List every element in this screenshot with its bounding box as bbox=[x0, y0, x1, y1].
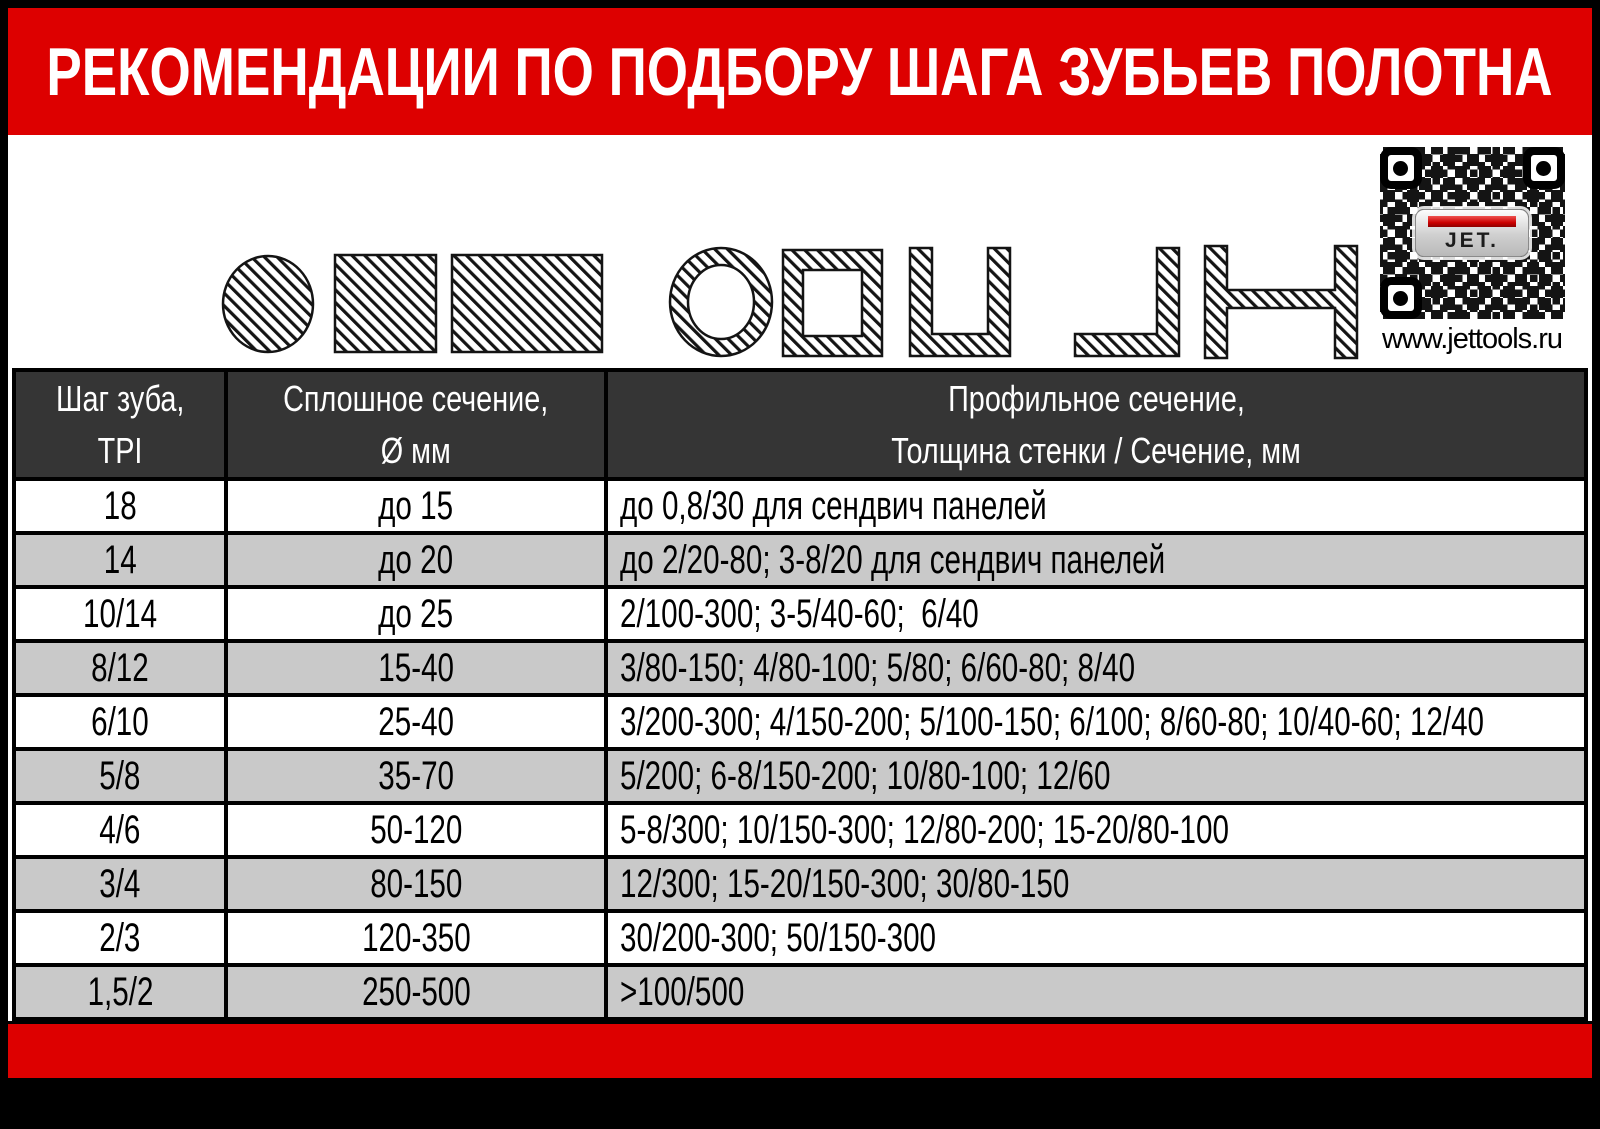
col-header-tpi bbox=[14, 370, 226, 479]
col-header-tpi-line1: Шаг зуба, bbox=[55, 378, 185, 420]
h-beam-icon bbox=[1205, 246, 1357, 358]
table-row bbox=[14, 857, 1586, 911]
cell-tpi bbox=[14, 911, 226, 965]
cell-profile-section-text: 12/300; 15-20/150-300; 30/80-150 bbox=[620, 861, 1070, 906]
cell-solid-section-text: 80-150 bbox=[369, 861, 463, 906]
table-row bbox=[14, 803, 1586, 857]
cell-profile-section-text: 3/80-150; 4/80-100; 5/80; 6/60-80; 8/40 bbox=[620, 645, 1136, 690]
solid-rectangle-bar-icon bbox=[452, 255, 602, 352]
cell-tpi-text: 2/3 bbox=[99, 915, 141, 960]
round-tube-icon bbox=[670, 248, 772, 356]
cell-profile-section bbox=[606, 749, 1586, 803]
table-row bbox=[14, 911, 1586, 965]
cell-profile-section-text: до 2/20-80; 3-8/20 для сендвич панелей bbox=[620, 537, 1166, 582]
cell-profile-section bbox=[606, 857, 1586, 911]
website-url: www.jettools.ru bbox=[1381, 323, 1562, 355]
cell-profile-section-text: >100/500 bbox=[620, 969, 745, 1014]
qr-finder-icon bbox=[1523, 147, 1565, 189]
cell-solid-section-text: 35-70 bbox=[378, 753, 454, 798]
cross-section-shapes bbox=[205, 238, 1405, 368]
l-angle-icon bbox=[1075, 248, 1179, 356]
col-header-profile-line2: Толщина стенки / Сечение, мм bbox=[891, 429, 1301, 471]
cell-profile-section bbox=[606, 695, 1586, 749]
col-header-solid-section bbox=[226, 370, 606, 479]
cell-tpi-text: 1,5/2 bbox=[87, 969, 153, 1014]
cell-profile-section-text: 3/200-300; 4/150-200; 5/100-150; 6/100; 8/60-80; 10/40-60; 12/40 bbox=[620, 699, 1485, 744]
table-row bbox=[14, 587, 1586, 641]
cell-solid-section bbox=[226, 587, 606, 641]
cell-profile-section bbox=[606, 533, 1586, 587]
qr-finder-icon bbox=[1380, 147, 1422, 189]
table-row bbox=[14, 749, 1586, 803]
table-wrap bbox=[8, 368, 1592, 1021]
u-channel-icon bbox=[910, 248, 1010, 356]
cell-profile-section bbox=[606, 911, 1586, 965]
cell-tpi-text: 10/14 bbox=[82, 591, 158, 636]
cell-solid-section-text: до 25 bbox=[378, 591, 454, 636]
cross-section-band bbox=[8, 135, 1592, 368]
cell-solid-section bbox=[226, 965, 606, 1019]
cell-tpi bbox=[14, 533, 226, 587]
col-header-tpi-line2: TPI bbox=[97, 429, 143, 471]
col-header-profile-line1: Профильное сечение, bbox=[947, 378, 1245, 420]
cell-tpi-text: 5/8 bbox=[99, 753, 141, 798]
cell-solid-section-text: до 20 bbox=[378, 537, 454, 582]
header-row bbox=[14, 370, 1586, 479]
col-header-solid-line1: Сплошное сечение, bbox=[283, 378, 549, 420]
solid-round-bar-icon bbox=[223, 256, 313, 352]
cell-solid-section bbox=[226, 857, 606, 911]
solid-square-bar-icon bbox=[335, 255, 436, 352]
cell-profile-section-text: до 0,8/30 для сендвич панелей bbox=[620, 483, 1047, 528]
cell-solid-section-text: 50-120 bbox=[369, 807, 463, 852]
qr-finder-icon bbox=[1380, 277, 1422, 319]
cell-tpi-text: 3/4 bbox=[99, 861, 141, 906]
cell-solid-section bbox=[226, 533, 606, 587]
jet-logo-text: JET. bbox=[1444, 229, 1500, 252]
cell-tpi bbox=[14, 857, 226, 911]
cell-solid-section bbox=[226, 641, 606, 695]
cell-tpi bbox=[14, 695, 226, 749]
cell-tpi bbox=[14, 587, 226, 641]
cell-solid-section-text: 250-500 bbox=[361, 969, 471, 1014]
table-row bbox=[14, 479, 1586, 533]
table-row bbox=[14, 695, 1586, 749]
page-title: РЕКОМЕНДАЦИИ ПО ПОДБОРУ ШАГА ЗУБЬЕВ ПОЛОТНА bbox=[46, 33, 1554, 110]
qr-code-icon bbox=[1380, 147, 1565, 319]
footer-red-bar bbox=[8, 1024, 1592, 1078]
cell-tpi-text: 14 bbox=[103, 537, 137, 582]
cell-tpi-text: 18 bbox=[103, 483, 137, 528]
cell-tpi bbox=[14, 749, 226, 803]
cell-tpi bbox=[14, 965, 226, 1019]
cell-solid-section bbox=[226, 911, 606, 965]
cell-solid-section-text: 25-40 bbox=[378, 699, 454, 744]
cell-solid-section bbox=[226, 803, 606, 857]
square-tube-icon bbox=[783, 250, 882, 356]
branding-block bbox=[1376, 147, 1568, 356]
col-header-profile-section bbox=[606, 370, 1586, 479]
cell-profile-section-text: 5/200; 6-8/150-200; 10/80-100; 12/60 bbox=[620, 753, 1111, 798]
cell-profile-section-text: 30/200-300; 50/150-300 bbox=[620, 915, 937, 960]
table-row bbox=[14, 641, 1586, 695]
cell-profile-section-text: 5-8/300; 10/150-300; 12/80-200; 15-20/80-100 bbox=[620, 807, 1229, 852]
cell-profile-section bbox=[606, 965, 1586, 1019]
cell-tpi bbox=[14, 803, 226, 857]
cell-solid-section bbox=[226, 479, 606, 533]
jet-logo-red-bar bbox=[1428, 216, 1516, 227]
cell-tpi-text: 4/6 bbox=[99, 807, 141, 852]
cell-solid-section-text: 120-350 bbox=[361, 915, 471, 960]
cell-solid-section-text: до 15 bbox=[378, 483, 454, 528]
cell-profile-section bbox=[606, 479, 1586, 533]
cell-solid-section-text: 15-40 bbox=[378, 645, 454, 690]
tooth-pitch-table bbox=[12, 368, 1588, 1021]
cell-tpi-text: 8/12 bbox=[91, 645, 149, 690]
cell-tpi bbox=[14, 641, 226, 695]
cell-profile-section bbox=[606, 641, 1586, 695]
cell-tpi bbox=[14, 479, 226, 533]
col-header-solid-line2: Ø мм bbox=[380, 429, 451, 471]
cell-profile-section bbox=[606, 803, 1586, 857]
cell-profile-section-text: 2/100-300; 3-5/40-60; 6/40 bbox=[620, 591, 979, 636]
cell-tpi-text: 6/10 bbox=[91, 699, 149, 744]
table-row bbox=[14, 965, 1586, 1019]
cell-solid-section bbox=[226, 749, 606, 803]
title-banner bbox=[8, 8, 1592, 135]
jet-logo bbox=[1415, 209, 1529, 257]
table-row bbox=[14, 533, 1586, 587]
cell-solid-section bbox=[226, 695, 606, 749]
cell-profile-section bbox=[606, 587, 1586, 641]
table-body bbox=[14, 479, 1586, 1019]
